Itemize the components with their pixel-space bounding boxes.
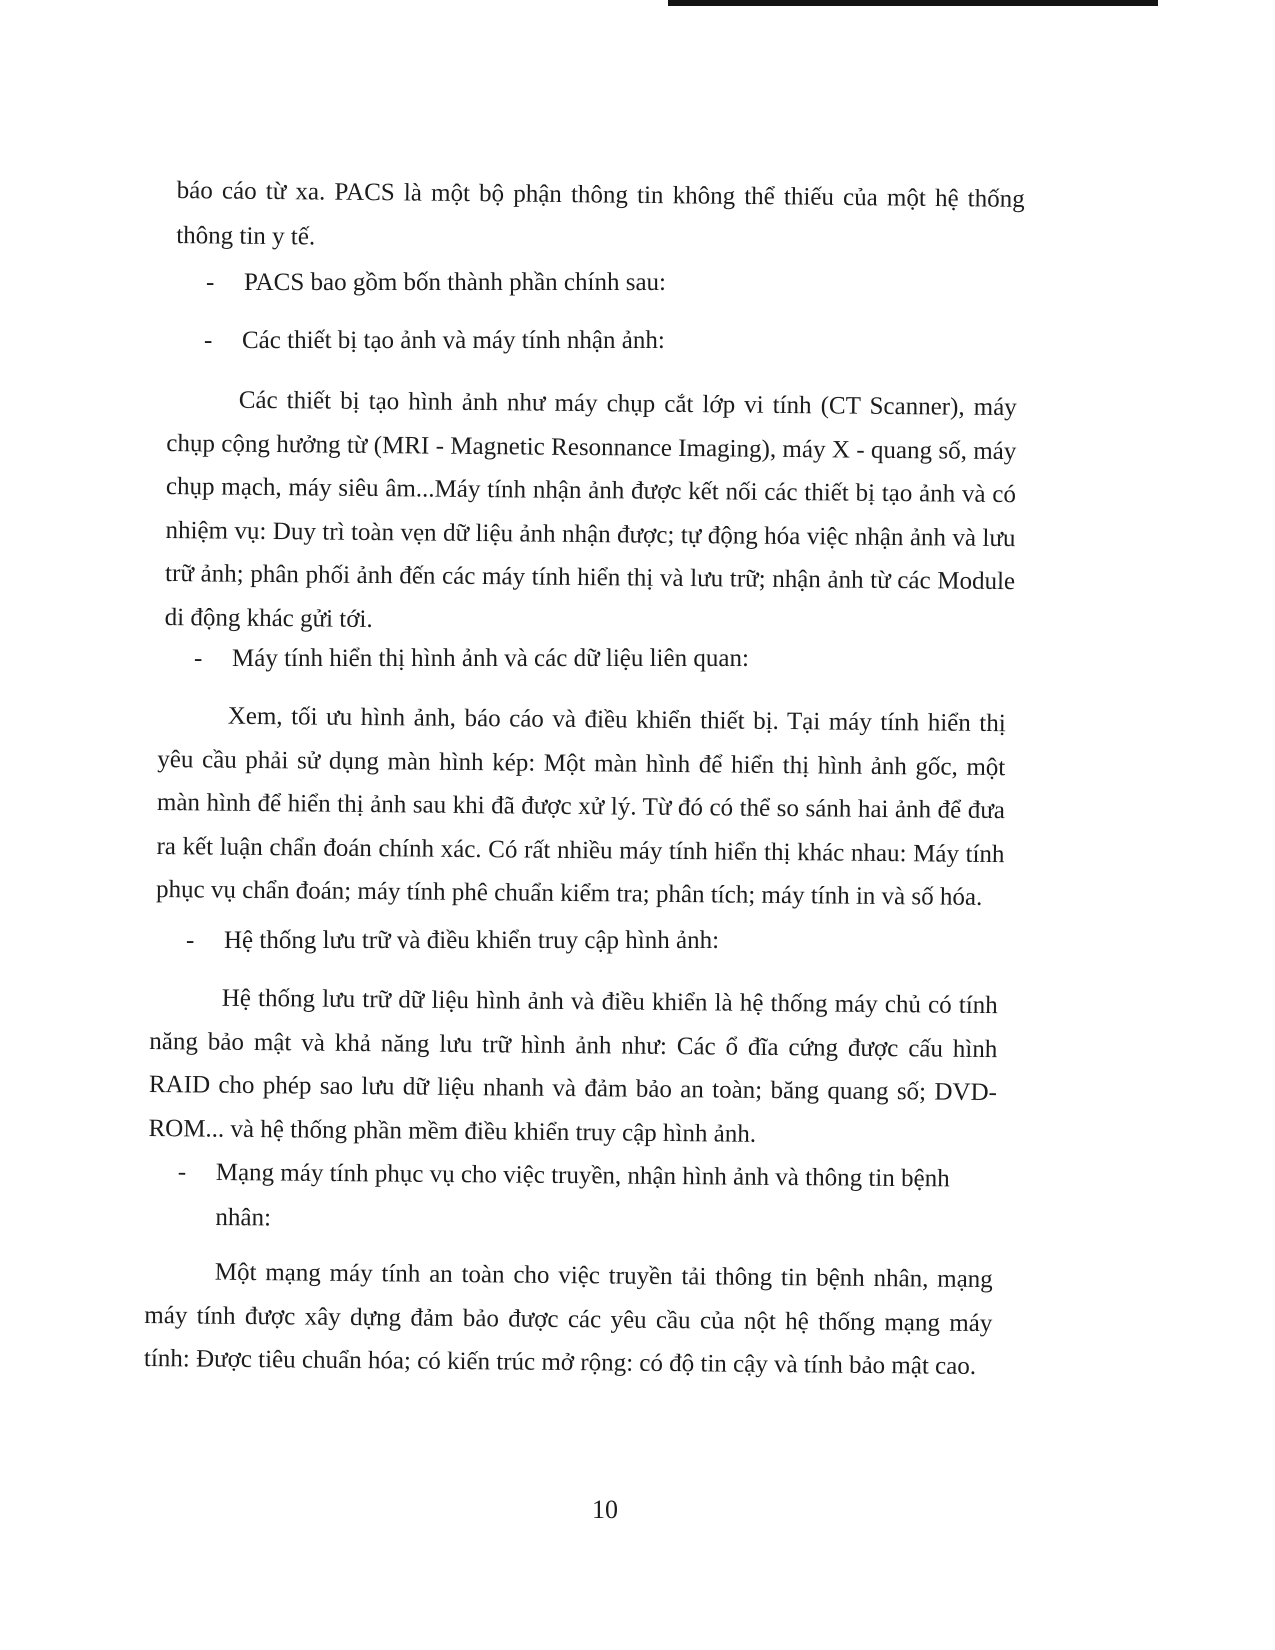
bullet-dash: - (206, 269, 215, 296)
paragraph-network: Một mạng máy tính an toàn cho việc truyền tải thông tin bệnh nhân, mạng máy tính được xây dựng đảm bảo được các yêu cầu của nột hệ thống mạng máy tính: Được tiêu chuẩn hóa; có kiến trúc mở rộng: có độ tin cậy và tính bảo mật cao. (143, 1258, 993, 1380)
page-number: 10 (592, 1495, 618, 1524)
bullet-imaging-devices (204, 318, 1002, 363)
bullet-text: PACS bao gồm bốn thành phần chính sau: (244, 269, 666, 296)
bullet-storage-system (186, 918, 984, 963)
bullet-text: Hệ thống lưu trữ và điều khiển truy cập hình ảnh: (224, 927, 720, 954)
paragraph-intro: báo cáo từ xa. PACS là một bộ phận thông tin không thể thiếu của một hệ thống thông tin y tế. (176, 176, 1025, 251)
bullet-network (177, 1150, 996, 1247)
bullet-dash: - (186, 927, 195, 954)
paragraph-storage-system: Hệ thống lưu trữ dữ liệu hình ảnh và điều khiển là hệ thống máy chủ có tính năng bảo mật và khả năng lưu trữ hình ảnh như: Các ổ đĩa cứng được cấu hình RAID cho phép sao lưu dữ liệu nhanh và đảm bảo an toàn; băng quang số; DVD-ROM... và hệ thống phần mềm điều khiển truy cập hình ảnh. (148, 984, 998, 1148)
bullet-text: Mạng máy tính phục vụ cho việc truyền, nhận hình ảnh và thông tin bệnh nhân: (215, 1158, 950, 1232)
bullet-dash: - (177, 1158, 187, 1186)
bullet-dash: - (194, 645, 203, 672)
bullet-dash: - (204, 327, 213, 354)
bullet-text: Máy tính hiển thị hình ảnh và các dữ liệu liên quan: (232, 645, 749, 672)
bullet-text: Các thiết bị tạo ảnh và máy tính nhận ảnh: (242, 327, 665, 354)
bullet-display-workstations (194, 636, 992, 681)
paragraph-display-workstations: Xem, tối ưu hình ảnh, báo cáo và điều khiển thiết bị. Tại máy tính hiển thị yêu cầu phải sử dụng màn hình kép: Một màn hình để hiển thị hình ảnh gốc, một màn hình để hiển thị ảnh sau khi đã được xử lý. Từ đó có thể so sánh hai ảnh để đưa ra kết luận chẩn đoán chính xác. Có rất nhiều máy tính hiển thị khác nhau: Máy tính phục vụ chẩn đoán; máy tính phê chuẩn kiểm tra; phân tích; máy tính in và số hóa. (155, 702, 1006, 911)
paragraph-imaging-devices: Các thiết bị tạo hình ảnh như máy chụp cắt lớp vi tính (CT Scanner), máy chụp cộng hưởng từ (MRI - Magnetic Resonnance Imaging), máy X - quang số, máy chụp mạch, máy siêu âm...Máy tính nhận ảnh được kết nối các thiết bị tạo ảnh và có nhiệm vụ: Duy trì toàn vẹn dữ liệu ảnh nhận được; tự động hóa việc nhận ảnh và lưu trữ ảnh; phân phối ảnh đến các máy tính hiển thị và lưu trữ; nhận ảnh từ các Module di động khác gửi tới. (164, 386, 1017, 633)
bullet-pacs-components (206, 260, 1004, 305)
